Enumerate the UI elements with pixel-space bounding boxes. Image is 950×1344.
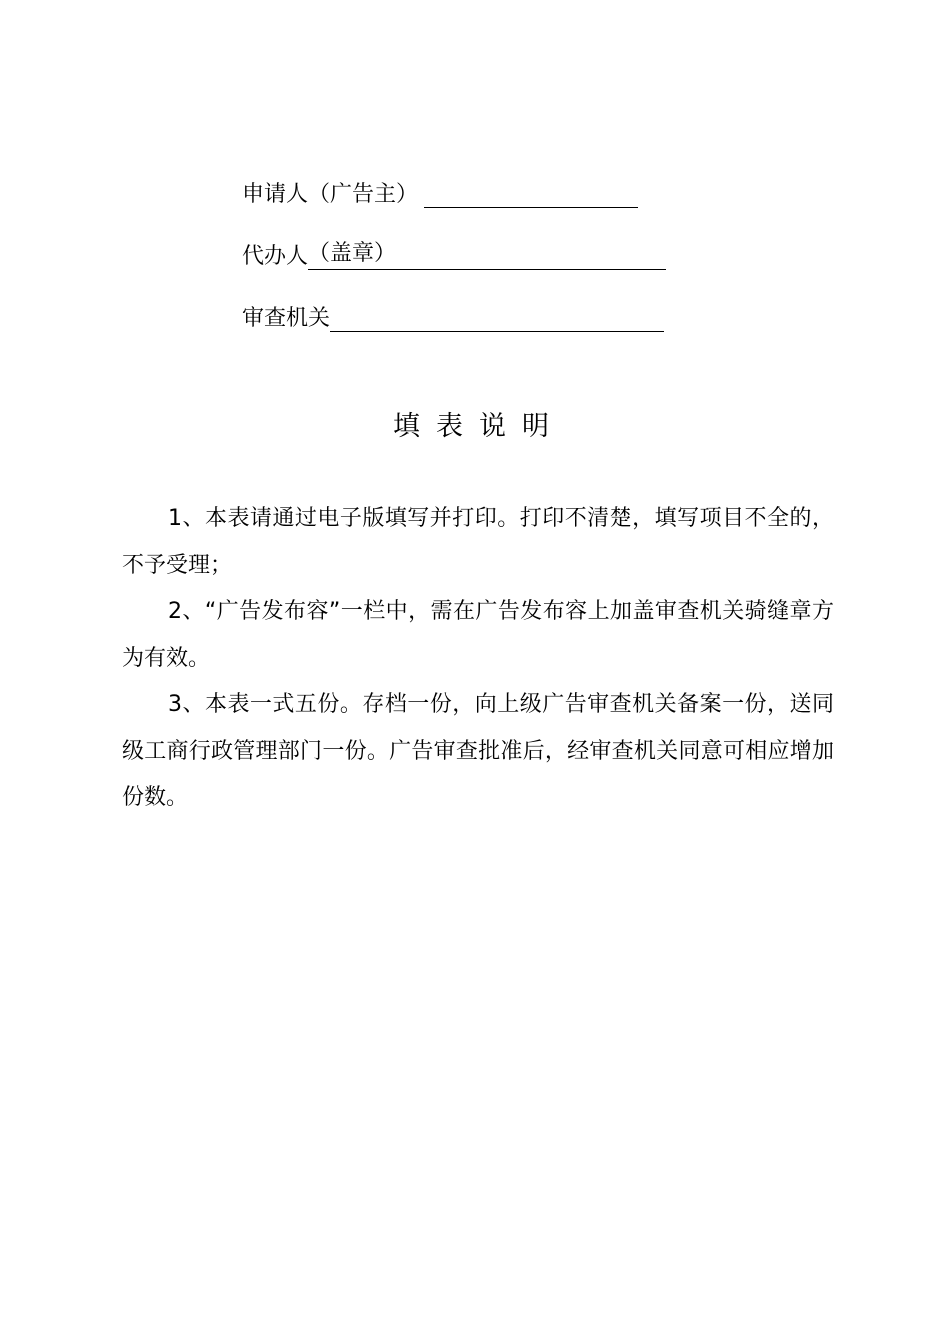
agent-blank[interactable]	[308, 243, 666, 270]
instruction-item-3: 3、本表一式五份。存档一份，向上级广告审查机关备案一份，送同级工商行政管理部门一份。广告审查批准后，经审查机关同意可相应增加份数。	[122, 692, 834, 810]
agent-label: 代办人	[242, 244, 309, 269]
reviewer-label: 审查机关	[242, 306, 331, 331]
applicant-blank[interactable]	[424, 181, 638, 208]
agent-seal-note: （盖章）	[308, 241, 397, 266]
reviewer-signature-line	[242, 300, 664, 334]
applicant-label: 申请人（广告主）	[242, 182, 419, 207]
agent-signature-line	[242, 238, 666, 272]
instruction-item-1: 1、本表请通过电子版填写并打印。打印不清楚，填写项目不全的，不予受理；	[122, 506, 834, 578]
reviewer-blank[interactable]	[330, 305, 664, 332]
applicant-signature-line	[242, 176, 638, 210]
instructions-title: 填表说明	[393, 411, 565, 442]
instructions-body	[122, 496, 834, 822]
instruction-item-2: 2、“广告发布容”一栏中，需在广告发布容上加盖审查机关骑缝章方为有效。	[122, 599, 834, 671]
